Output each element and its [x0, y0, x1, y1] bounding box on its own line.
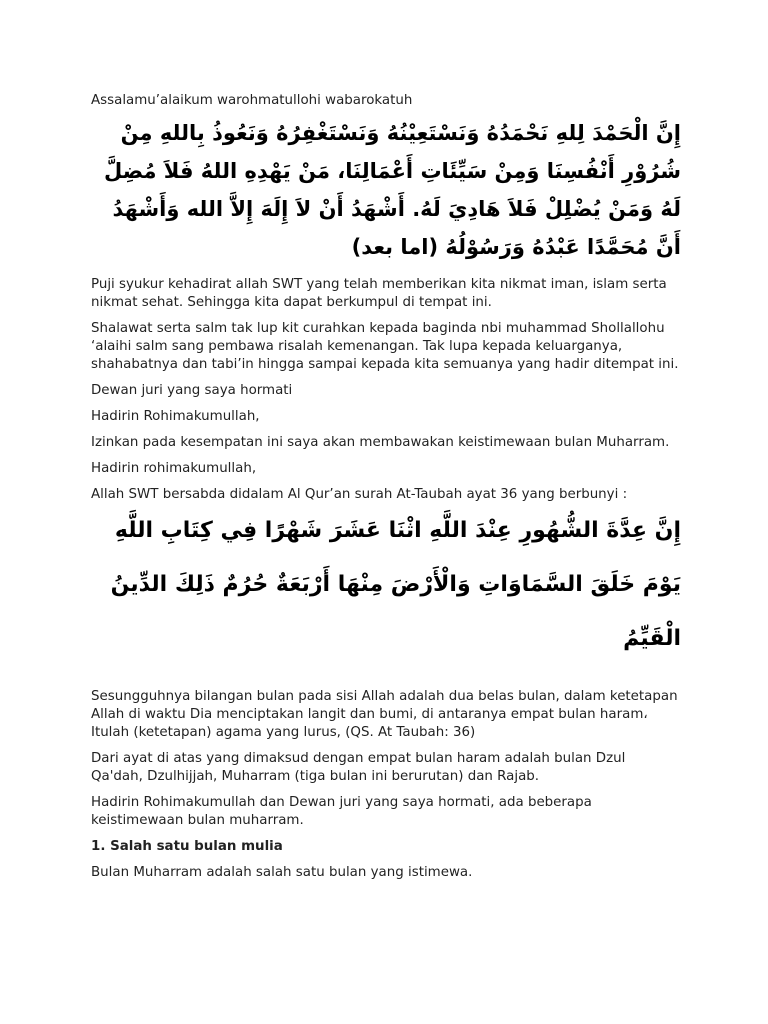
paragraph-izinkan: Izinkan pada kesempatan ini saya akan membawakan keistimewaan bulan Muharram. — [91, 435, 670, 450]
document-body — [91, 92, 681, 882]
paragraph-hadirin-2: Hadirin rohimakumullah, — [91, 461, 257, 476]
opening-arabic: إِنَّ الْحَمْدَ لِلهِ نَحْمَدُهُ وَنَسْتَعِيْنُهُ وَنَسْتَغْفِرُهُ وَنَعُوذُ بِاللهِ مِنْ شُرُوْرِ أَنْفُسِنَا وَمِنْ سَيِّئَاتِ أَعْمَالِنَا، مَنْ يَهْدِهِ اللهُ فَلاَ مُضِلَّ لَهُ وَمَنْ يُضْلِلْ فَلاَ هَادِيَ لَهُ. أَشْهَدُ أَنْ لاَ إِلَهَ إِلاَّ الله وَأَشْهَدُ أَنَّ مُحَمَّدًا عَبْدُهُ وَرَسُوْلُهُ (اما بعد) — [104, 121, 681, 259]
paragraph-dari-ayat: Dari ayat di atas yang dimaksud dengan empat bulan haram adalah bulan Dzul Qa'dah, Dzulhijjah, Muharram (tiga bulan ini berurutan) dan Rajab. — [91, 751, 626, 784]
paragraph-allah-bersabda: Allah SWT bersabda didalam Al Qur’an surah At-Taubah ayat 36 yang berbunyi : — [91, 487, 628, 502]
paragraph-dewan-juri: Dewan juri yang saya hormati — [91, 383, 293, 398]
paragraph-puji: Puji syukur kehadirat allah SWT yang telah memberikan kita nikmat iman, islam serta nikmat sehat. Sehingga kita dapat berkumpul di tempat ini. — [91, 277, 667, 310]
paragraph-last: Bulan Muharram adalah salah satu bulan yang istimewa. — [91, 865, 473, 880]
paragraph-hadirin-3: Hadirin Rohimakumullah dan Dewan juri yang saya hormati, ada beberapa keistimewaan bulan muharram. — [91, 795, 592, 828]
paragraph-shalawat: Shalawat serta salm tak lup kit curahkan kepada baginda nbi muhammad Shollallohu ‘alaihi salm sang pembawa risalah kemenangan. Tak lupa kepada keluarganya, shahabatnya dan tabi’in hingga sampai kepada kita semuanya yang hadir ditempat ini. — [91, 321, 679, 372]
paragraph-sesungguhnya: Sesungguhnya bilangan bulan pada sisi Allah adalah dua belas bulan, dalam ketetapan Allah di waktu Dia menciptakan langit dan bumi, di antaranya empat bulan haram، Itulah (ketetapan) agama yang lurus, (QS. At Taubah: 36) — [91, 689, 678, 740]
section-heading: 1. Salah satu bulan mulia — [91, 839, 283, 854]
paragraph-hadirin-1: Hadirin Rohimakumullah, — [91, 409, 260, 424]
verse-arabic: إِنَّ عِدَّةَ الشُّهُورِ عِنْدَ اللَّهِ اثْنَا عَشَرَ شَهْرًا فِي كِتَابِ اللَّهِ يَوْمَ خَلَقَ السَّمَاوَاتِ وَالْأَرْضَ مِنْهَا أَرْبَعَةٌ حُرُمٌ ذَلِكَ الدِّينُ الْقَيِّمُ — [110, 518, 681, 651]
greeting: Assalamu’alaikum warohmatullohi wabarokatuh — [91, 93, 413, 108]
